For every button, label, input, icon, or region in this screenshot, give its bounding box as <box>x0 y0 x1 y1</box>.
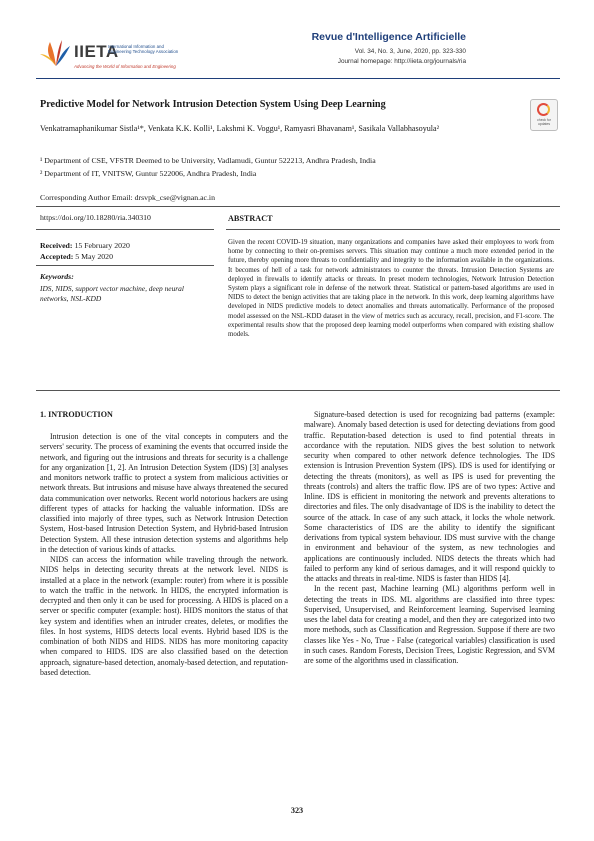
paragraph: In the recent past, Machine learning (ML) algorithms perform well in detecting the treats in IDS. ML algorithms are classified into three types: Supervised, Unsupervised, and Reinforcement learning. Supervised learning uses the label data for creating a model, and then they are categorized into two more methods, such as Classification and Regression. Suppose if there are two classes like Yes - No, True - False (categorical variables) classification is used in such cases. Random Forests, Decision Trees, Logistic Regression, and SVM are some of the algorithms used in classification. <box>304 584 555 665</box>
body-column-right <box>304 410 555 666</box>
check-for-updates-badge[interactable] <box>530 99 558 131</box>
affiliation-1: ¹ Department of CSE, VFSTR Deemed to be University, Vadlamudi, Guntur 522213, Andhra Pradesh, India <box>40 156 376 165</box>
divider <box>36 265 214 266</box>
logo-organization: International Information and Engineering Technology Association <box>108 44 179 55</box>
header-divider <box>36 78 560 79</box>
paragraph: NIDS can access the information while traveling through the network. NIDS helps in detecting security threats at the network level. NIDS is installed at a place in the network (example: router) from where it is possible to watch the traffic in the network. In HIDS, the encrypted information is decrypted and then only it can be used for processing. A HIDS is placed on a server or specific computer (example: host). HIDS monitors the status of that key system and identifies when an intruder creates, deletes, or modifies the files. In host systems, HIDS detects local events. Hybrid based IDS is the combination of both NIDS and HIDS. NIDS has more monitoring capacity when compared to HIDS. IDS are also classified based on the detection approach, signature-based detection, anomaly-based detection, and reputation-based detection. <box>40 555 288 677</box>
body-column-left <box>40 432 288 678</box>
badge-label: check for updates <box>537 118 551 126</box>
divider <box>36 390 560 391</box>
volume-info: Vol. 34, No. 3, June, 2020, pp. 323-330 <box>354 48 466 55</box>
author-list: Venkatramaphanikumar Sistla¹*, Venkata K.K. Kolli¹, Lakshmi K. Voggu¹, Ramyasri Bhavanam¹, Sasikala Vallabhasoyula² <box>40 124 440 133</box>
accepted-line <box>40 251 130 262</box>
page-number: 323 <box>290 806 304 815</box>
accepted-label: Accepted: <box>40 252 74 261</box>
journal-homepage-link[interactable]: Journal homepage: http://iieta.org/journals/ria <box>337 58 466 65</box>
paragraph: Signature-based detection is used for recognizing bad patterns (example: malware). Anomaly based detection is used for detecting deviations from good traffic. Reputation-based detection is used to find potential threats in accordance with the reputation. NIDS gives the best solution to network security when compared to other network defence technologies. The IDS extension is Intrusion Prevention System (IPS). IDS is used for identifying or detecting the threats (monitors), as well as IPS is used for preventing the threats (controls) and alters the traffic flow. IPS are of two types: Active and Inline. IDS is efficient in monitoring the network and prevents alterations to directories and files. The only disadvantage of IDS is the inability to detect the source of the attack. In case of any such attack, it locks the whole network. Some characteristics of IDS are the ability to identify the significant derivations from typical system behaviour. IDS must survive with the change in environment and behaviour of the system, as new technologies and applications are continuously included. NIDS detects the threats which had failed to perform any kind of serious damages, and it will respond quickly to the attacks and threats in real-time. NIDS is faster than HIDS [4]. <box>304 410 555 583</box>
logo-mark-icon <box>38 38 74 68</box>
divider <box>36 206 560 207</box>
keywords: IDS, NIDS, support vector machine, deep neural networks, NSL-KDD <box>40 284 184 303</box>
section-heading: 1. INTRODUCTION <box>40 410 113 419</box>
update-ring-icon <box>537 103 550 116</box>
doi-link[interactable]: https://doi.org/10.18280/ria.340310 <box>40 213 151 222</box>
corresponding-author: Corresponding Author Email: drsvpk_cse@vignan.ac.in <box>40 193 215 202</box>
abstract-heading: ABSTRACT <box>228 214 273 223</box>
affiliation-2: ² Department of IT, VNITSW, Guntur 522006, Andhra Pradesh, India <box>40 168 257 178</box>
journal-title: Revue d'Intelligence Artificielle <box>311 31 466 43</box>
publisher-logo <box>38 34 198 74</box>
accepted-date: 5 May 2020 <box>75 252 113 261</box>
divider <box>36 229 214 230</box>
logo-tagline: Advancing the World of Information and Engineering <box>74 64 176 69</box>
paragraph: Intrusion detection is one of the vital concepts in computers and the servers' security. The process of examining the events that occurred inside the network, and figuring out the intrusions and threats for security is a challenge for any organization [1, 2]. An Intrusion Detection System (IDS) [3] analyses and monitors network traffic to protect a system from malicious activities or network threats. But intrusions and misuse have always threatened the secured data communication over networks. Recent world notorious hackers are using different types of attacks for hacking the valuable information. IDSs are classified into majorly of three types, such as Network Intrusion Detection System, Host-based Intrusion Detection System, and Hybrid-based Intrusion Detection System. All these intrusion detection systems and algorithms help in the detection of various kinds of attacks. <box>40 432 288 554</box>
received-date: 15 February 2020 <box>74 241 130 250</box>
received-line <box>40 240 130 251</box>
keywords-heading: Keywords: <box>40 272 74 281</box>
divider <box>226 229 560 230</box>
logo-wordmark: IIETA <box>74 42 119 61</box>
abstract-text: Given the recent COVID-19 situation, many organizations and companies have asked their employees to work from home by connecting to their on-premises servers. This situation may continue a much more extended period in the future, thereby opening more threats to confidentiality and integrity to the information available in the organizations. It becomes of hell of a task for network administrators to counter the threats. Intrusion Detection Systems are deployed in firewalls to identify attacks or threats. In preset modern technologies, Network Intrusion Detection System plays a significant role in defense of the network threat. Statistical or pattern-based algorithms are used in NIDS to detect the benign activities that are taking place in the network. In this work, deep learning algorithms have developed in NIDS predictive models to detect anomalies and threats automatically. Performance of the proposed model assessed on the NSL-KDD dataset in the view of metrics such as accuracy, recall, precision, and F1-score. The experimental results show that the proposed deep learning model outperforms when compared with existing shallow models. <box>228 239 554 339</box>
affiliations <box>40 155 540 180</box>
article-dates <box>40 240 130 262</box>
received-label: Received: <box>40 241 73 250</box>
paper-title: Predictive Model for Network Intrusion Detection System Using Deep Learning <box>40 99 386 110</box>
